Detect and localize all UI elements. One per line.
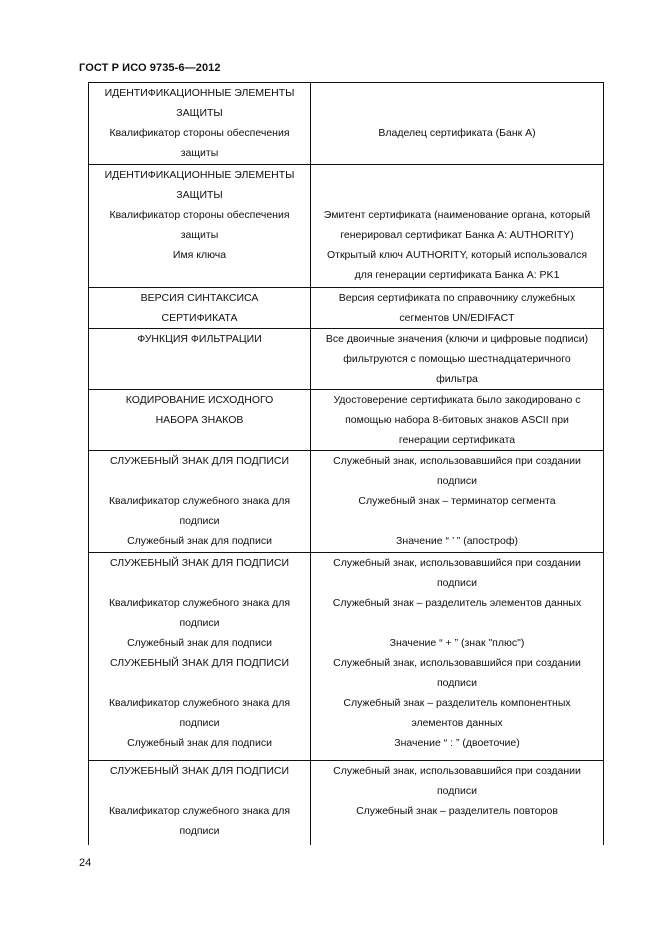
cell-line: защиты	[180, 147, 219, 159]
cell-line: Служебный знак – разделитель компонентных	[343, 697, 571, 709]
cell-line: Все двоичные значения (ключи и цифровые подписи)	[325, 333, 589, 345]
page-number: 24	[79, 857, 92, 869]
table-cell-right	[311, 451, 604, 553]
table-cell-left	[89, 451, 311, 553]
cell-line: СЛУЖЕБНЫЙ ЗНАК ДЛЯ ПОДПИСИ	[109, 657, 289, 669]
cell-line: Служебный знак для подписи	[127, 737, 272, 749]
cell-line: Служебный знак, использовавшийся при создании	[333, 765, 581, 777]
table-cell-left	[89, 761, 311, 845]
table-row	[89, 451, 604, 553]
table-cell-left	[89, 288, 311, 329]
table-row	[89, 390, 604, 451]
table-cell-right	[311, 761, 604, 845]
table-cell-left	[89, 83, 311, 165]
table-cell-right	[311, 329, 604, 390]
cell-line: Квалификатор стороны обеспечения	[109, 127, 290, 139]
cell-line: подписи	[179, 515, 220, 527]
cell-line: СЛУЖЕБНЫЙ ЗНАК ДЛЯ ПОДПИСИ	[109, 455, 289, 467]
cell-line: ИДЕНТИФИКАЦИОННЫЕ ЭЛЕМЕНТЫ	[104, 87, 295, 99]
table-cell-left	[89, 390, 311, 451]
cell-line: ЗАЩИТЫ	[176, 189, 223, 201]
cell-line: подписи	[436, 475, 478, 487]
cell-line: для генерации сертификата Банка A: PK1	[354, 269, 560, 281]
cell-line: Служебный знак – терминатор сегмента	[358, 495, 556, 507]
table-cell-left	[89, 553, 311, 761]
cell-line: ФУНКЦИЯ ФИЛЬТРАЦИИ	[137, 333, 262, 345]
cell-line: подписи	[179, 825, 220, 837]
cell-line: защиты	[180, 229, 219, 241]
cell-line: Удостоверение сертификата было закодировано с	[333, 394, 581, 406]
table-cell-right	[311, 83, 604, 165]
cell-line: ИДЕНТИФИКАЦИОННЫЕ ЭЛЕМЕНТЫ	[104, 169, 295, 181]
table-row	[89, 761, 604, 845]
cell-line: Квалификатор стороны обеспечения	[109, 209, 290, 221]
cell-line: Имя ключа	[172, 249, 227, 261]
cell-line: Значение “ ’ ” (апостроф)	[396, 535, 518, 547]
cell-line: Владелец сертификата (Банк А)	[378, 127, 536, 139]
cell-line: ЗАЩИТЫ	[176, 107, 223, 119]
cell-line: Квалификатор служебного знака для	[108, 495, 291, 507]
cell-line: НАБОРА ЗНАКОВ	[155, 414, 244, 426]
cell-line: Служебный знак – разделитель повторов	[356, 805, 558, 817]
cell-line: Эмитент сертификата (наименование органа, который	[323, 209, 591, 221]
table-row	[89, 329, 604, 390]
cell-line: Версия сертификата по справочнику служебных	[338, 292, 576, 304]
cell-line: Служебный знак, использовавшийся при создании	[333, 557, 581, 569]
cell-line: Квалификатор служебного знака для	[108, 805, 291, 817]
cell-line: подписи	[436, 577, 478, 589]
table-row	[89, 165, 604, 288]
table-cell-right	[311, 390, 604, 451]
cell-line: элементов данных	[411, 717, 503, 729]
cell-line: Открытый ключ AUTHORITY, который использовался	[326, 249, 588, 261]
cell-line: сегментов UN/EDIFACT	[399, 312, 515, 324]
cell-line: Квалификатор служебного знака для	[108, 697, 291, 709]
cell-line: Квалификатор служебного знака для	[108, 597, 291, 609]
certificate-table	[88, 82, 604, 845]
cell-line: Служебный знак, использовавшийся при создании	[333, 455, 581, 467]
cell-line: СЛУЖЕБНЫЙ ЗНАК ДЛЯ ПОДПИСИ	[109, 765, 289, 777]
cell-line: Служебный знак – разделитель элементов данных	[332, 597, 582, 609]
table-cell-right	[311, 553, 604, 761]
cell-line: Служебный знак, использовавшийся при создании	[333, 657, 581, 669]
cell-line: Значение “ : ” (двоеточие)	[394, 737, 520, 749]
cell-line: СЕРТИФИКАТА	[161, 312, 238, 324]
table-cell-right	[311, 288, 604, 329]
cell-line: КОДИРОВАНИЕ ИСХОДНОГО	[125, 394, 274, 406]
table-row	[89, 553, 604, 761]
cell-line: подписи	[436, 785, 478, 797]
cell-line: фильтруются с помощью шестнадцатеричного	[343, 353, 571, 365]
cell-line: подписи	[179, 617, 220, 629]
cell-line: Служебный знак для подписи	[127, 535, 272, 547]
document-header: ГОСТ Р ИСО 9735-6—2012	[79, 62, 221, 74]
cell-line: генерации сертификата	[398, 434, 516, 446]
table-cell-left	[89, 329, 311, 390]
cell-line: фильтра	[436, 373, 478, 385]
cell-line: Служебный знак для подписи	[127, 637, 272, 649]
cell-line: подписи	[436, 677, 478, 689]
cell-line: СЛУЖЕБНЫЙ ЗНАК ДЛЯ ПОДПИСИ	[109, 557, 289, 569]
cell-line: генерировал сертификат Банка A: AUTHORITY)	[340, 229, 574, 241]
cell-line: подписи	[179, 717, 220, 729]
cell-line: ВЕРСИЯ СИНТАКСИСА	[140, 292, 259, 304]
table-row	[89, 288, 604, 329]
cell-line: Значение “ + ” (знак "плюс")	[389, 637, 525, 649]
table-cell-right	[311, 165, 604, 288]
table-cell-left	[89, 165, 311, 288]
table-row	[89, 83, 604, 165]
cell-line: помощью набора 8-битовых знаков ASCII при	[345, 414, 569, 426]
